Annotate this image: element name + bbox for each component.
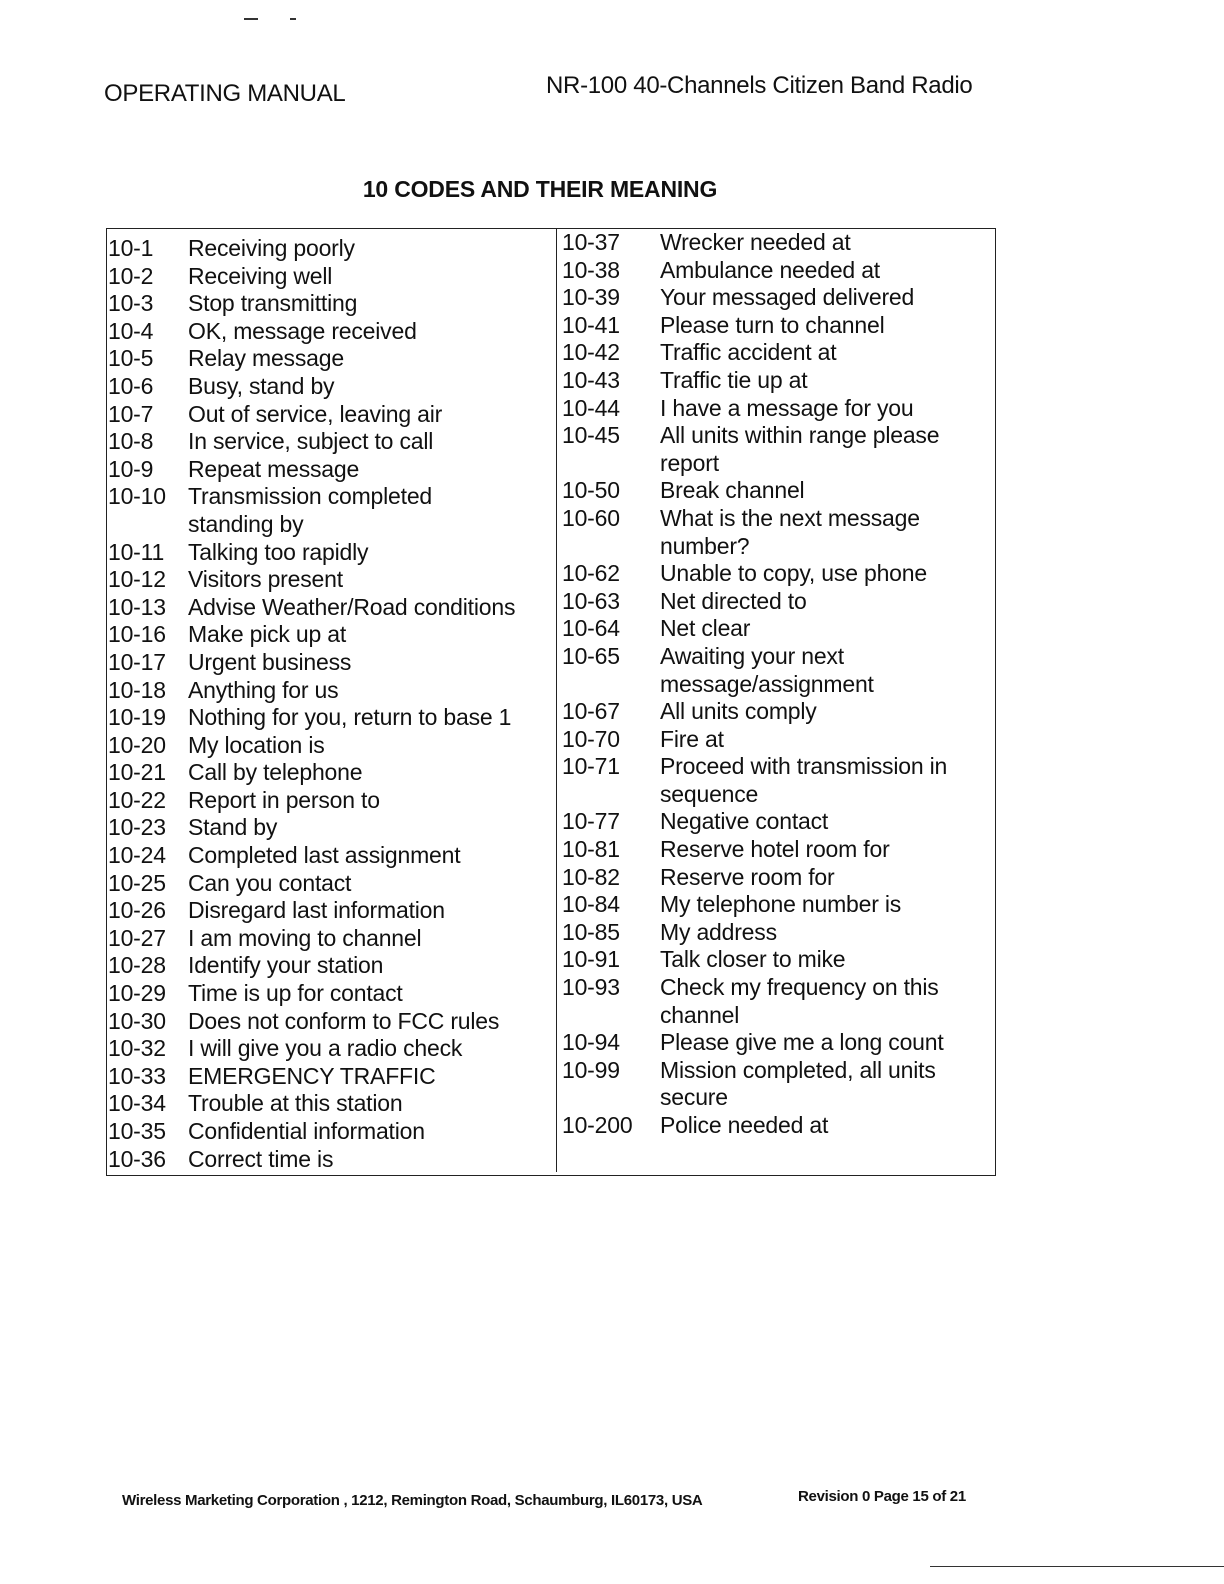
scan-mark (244, 18, 258, 20)
code-meaning: Wrecker needed at (660, 229, 851, 255)
code-number: 10-24 (108, 842, 166, 869)
code-meaning: Correct time is (188, 1145, 334, 1172)
code-number: 10-32 (108, 1035, 166, 1062)
code-meaning: Anything for us (188, 676, 339, 703)
code-row (108, 842, 554, 870)
code-number: 10-62 (562, 560, 620, 587)
code-number: 10-30 (108, 1007, 166, 1034)
code-number: 10-99 (562, 1056, 620, 1083)
code-row (108, 235, 554, 263)
code-meaning: Busy, stand by (188, 372, 335, 399)
code-meaning: Proceed with transmission in sequence (660, 753, 948, 807)
code-meaning: Awaiting your next message/assignment (660, 642, 874, 697)
code-meaning: EMERGENCY TRAFFIC (188, 1062, 436, 1089)
code-number: 10-43 (562, 366, 620, 393)
scan-mark (930, 1566, 1224, 1567)
code-row (108, 1063, 554, 1091)
code-number: 10-5 (108, 345, 154, 372)
code-number: 10-37 (562, 229, 620, 255)
code-number: 10-23 (108, 814, 166, 841)
code-row (108, 483, 554, 538)
code-row (562, 726, 992, 754)
code-meaning: Stop transmitting (188, 290, 358, 317)
code-number: 10-16 (108, 621, 166, 648)
code-row (562, 505, 992, 560)
code-meaning: Visitors present (188, 566, 343, 593)
code-row (108, 1118, 554, 1146)
code-row (108, 952, 554, 980)
code-meaning: Net clear (660, 615, 751, 642)
code-number: 10-22 (108, 786, 166, 813)
code-meaning: OK, message received (188, 317, 417, 344)
code-number: 10-17 (108, 648, 166, 675)
code-number: 10-60 (562, 504, 620, 531)
code-row (562, 1057, 992, 1112)
code-meaning: Traffic tie up at (660, 366, 808, 393)
code-meaning: Mission completed, all units secure (660, 1056, 936, 1111)
code-number: 10-85 (562, 918, 620, 945)
code-number: 10-33 (108, 1062, 166, 1089)
code-row (108, 290, 554, 318)
code-row (108, 373, 554, 401)
code-row (108, 677, 554, 705)
code-number: 10-27 (108, 924, 166, 951)
code-row (562, 836, 992, 864)
code-row (108, 649, 554, 677)
code-number: 10-28 (108, 952, 166, 979)
code-meaning: Advise Weather/Road conditions (188, 593, 516, 620)
code-row (108, 539, 554, 567)
code-number: 10-25 (108, 869, 166, 896)
code-meaning: Can you contact (188, 869, 352, 896)
code-number: 10-36 (108, 1145, 166, 1172)
code-row (562, 1029, 992, 1057)
code-meaning: I will give you a radio check (188, 1035, 463, 1062)
code-number: 10-39 (562, 284, 620, 311)
code-meaning: Traffic accident at (660, 339, 837, 366)
code-row (108, 566, 554, 594)
code-number: 10-34 (108, 1090, 166, 1117)
code-meaning: All units within range please report (660, 422, 940, 476)
code-number: 10-45 (562, 422, 620, 449)
code-number: 10-64 (562, 615, 620, 642)
code-row (562, 974, 992, 1029)
code-meaning: My address (660, 918, 777, 945)
code-meaning: Unable to copy, use phone (660, 560, 927, 587)
page-title: 10 CODES AND THEIR MEANING (362, 176, 718, 202)
code-meaning: Negative contact (660, 808, 829, 835)
code-number: 10-71 (562, 753, 620, 780)
code-meaning: Your messaged delivered (660, 284, 915, 311)
code-row (562, 808, 992, 836)
code-row (108, 1146, 554, 1174)
code-meaning: Reserve room for (660, 863, 835, 890)
code-meaning: Make pick up at (188, 621, 347, 648)
code-number: 10-35 (108, 1118, 166, 1144)
code-row (108, 870, 554, 898)
code-row (562, 588, 992, 616)
code-meaning: My location is (188, 731, 325, 758)
code-row (108, 594, 554, 622)
code-row (108, 814, 554, 842)
code-meaning: Completed last assignment (188, 842, 461, 869)
code-meaning: Please turn to channel (660, 311, 885, 338)
code-meaning: Receiving poorly (188, 235, 355, 261)
code-row (108, 621, 554, 649)
code-number: 10-20 (108, 731, 166, 758)
code-meaning: My telephone number is (660, 891, 902, 918)
code-number: 10-41 (562, 311, 620, 338)
code-row (108, 897, 554, 925)
code-number: 10-44 (562, 394, 620, 421)
code-meaning: Disregard last information (188, 897, 445, 924)
code-row (562, 891, 992, 919)
code-number: 10-7 (108, 400, 154, 427)
code-meaning: Out of service, leaving air (188, 400, 443, 427)
code-meaning: Receiving well (188, 262, 333, 289)
code-number: 10-6 (108, 372, 154, 399)
code-number: 10-3 (108, 290, 154, 317)
code-meaning: Break channel (660, 477, 805, 504)
code-meaning: Please give me a long count (660, 1029, 944, 1056)
code-meaning: Call by telephone (188, 759, 363, 786)
code-row (562, 946, 992, 974)
code-row (108, 318, 554, 346)
code-number: 10-2 (108, 262, 154, 289)
code-row (562, 229, 992, 257)
code-meaning: I have a message for you (660, 394, 914, 421)
code-row (108, 1035, 554, 1063)
code-number: 10-1 (108, 235, 154, 261)
code-number: 10-11 (108, 538, 165, 565)
code-number: 10-200 (562, 1112, 633, 1138)
code-meaning: What is the next message number? (660, 504, 920, 559)
code-meaning: Nothing for you, return to base 1 (188, 704, 512, 731)
code-row (562, 753, 992, 808)
code-number: 10-94 (562, 1029, 620, 1056)
code-row (562, 422, 992, 477)
code-number: 10-4 (108, 317, 154, 344)
code-meaning: Reserve hotel room for (660, 836, 890, 863)
code-number: 10-29 (108, 980, 166, 1007)
code-row (562, 615, 992, 643)
code-row (562, 1112, 992, 1140)
code-meaning: Talking too rapidly (188, 538, 369, 565)
code-number: 10-63 (562, 587, 620, 614)
code-number: 10-26 (108, 897, 166, 924)
code-meaning: Urgent business (188, 648, 352, 675)
code-meaning: Identify your station (188, 952, 384, 979)
code-row (108, 980, 554, 1008)
column-divider (556, 228, 557, 1172)
code-row (562, 312, 992, 340)
code-row (108, 428, 554, 456)
code-meaning: Fire at (660, 725, 724, 752)
code-number: 10-82 (562, 863, 620, 890)
code-number: 10-13 (108, 593, 166, 620)
footer-address: Wireless Marketing Corporation , 1212, Remington Road, Schaumburg, IL60173, USA (122, 1492, 703, 1509)
code-meaning: All units comply (660, 698, 817, 725)
code-number: 10-12 (108, 566, 166, 593)
code-row (562, 284, 992, 312)
code-number: 10-84 (562, 891, 620, 918)
code-number: 10-91 (562, 946, 620, 973)
code-row (562, 395, 992, 423)
code-number: 10-70 (562, 725, 620, 752)
code-meaning: Police needed at (660, 1112, 829, 1138)
code-meaning: Stand by (188, 814, 278, 841)
code-meaning: I am moving to channel (188, 924, 422, 951)
code-row (562, 919, 992, 947)
code-meaning: Check my frequency on this channel (660, 974, 939, 1028)
code-meaning: Relay message (188, 345, 344, 372)
code-meaning: Transmission completed standing by (188, 483, 433, 537)
code-row (108, 759, 554, 787)
code-meaning: Net directed to (660, 587, 807, 614)
code-row (108, 732, 554, 760)
code-number: 10-81 (562, 836, 620, 863)
code-number: 10-10 (108, 483, 166, 510)
codes-left-column (108, 235, 554, 1173)
code-row (108, 263, 554, 291)
code-number: 10-38 (562, 256, 620, 283)
header-product-name: NR-100 40-Channels Citizen Band Radio (546, 72, 973, 99)
code-meaning: Trouble at this station (188, 1090, 403, 1117)
code-meaning: Talk closer to mike (660, 946, 846, 973)
code-number: 10-19 (108, 704, 166, 731)
codes-right-column (562, 229, 992, 1140)
code-number: 10-50 (562, 477, 620, 504)
code-row (562, 864, 992, 892)
code-number: 10-8 (108, 428, 154, 455)
code-row (562, 257, 992, 285)
code-row (108, 787, 554, 815)
code-meaning: Confidential information (188, 1118, 425, 1144)
code-row (562, 339, 992, 367)
code-row (562, 698, 992, 726)
code-row (108, 345, 554, 373)
code-row (108, 1090, 554, 1118)
code-meaning: Time is up for contact (188, 980, 403, 1007)
code-row (108, 401, 554, 429)
code-row (562, 643, 992, 698)
code-meaning: In service, subject to call (188, 428, 434, 455)
code-number: 10-21 (108, 759, 166, 786)
code-meaning: Ambulance needed at (660, 256, 880, 283)
code-row (108, 1008, 554, 1036)
code-number: 10-42 (562, 339, 620, 366)
code-number: 10-9 (108, 455, 154, 482)
footer-page-number: Revision 0 Page 15 of 21 (798, 1488, 966, 1505)
code-row (108, 456, 554, 484)
code-row (562, 560, 992, 588)
code-number: 10-18 (108, 676, 166, 703)
code-number: 10-65 (562, 642, 620, 669)
code-meaning: Report in person to (188, 786, 380, 813)
code-number: 10-93 (562, 974, 620, 1001)
code-number: 10-67 (562, 698, 620, 725)
header-manual-title: OPERATING MANUAL (104, 80, 346, 107)
code-row (562, 477, 992, 505)
code-meaning: Repeat message (188, 455, 360, 482)
code-row (108, 925, 554, 953)
code-meaning: Does not conform to FCC rules (188, 1007, 500, 1034)
code-row (108, 704, 554, 732)
scan-mark (290, 18, 296, 20)
code-number: 10-77 (562, 808, 620, 835)
code-row (562, 367, 992, 395)
